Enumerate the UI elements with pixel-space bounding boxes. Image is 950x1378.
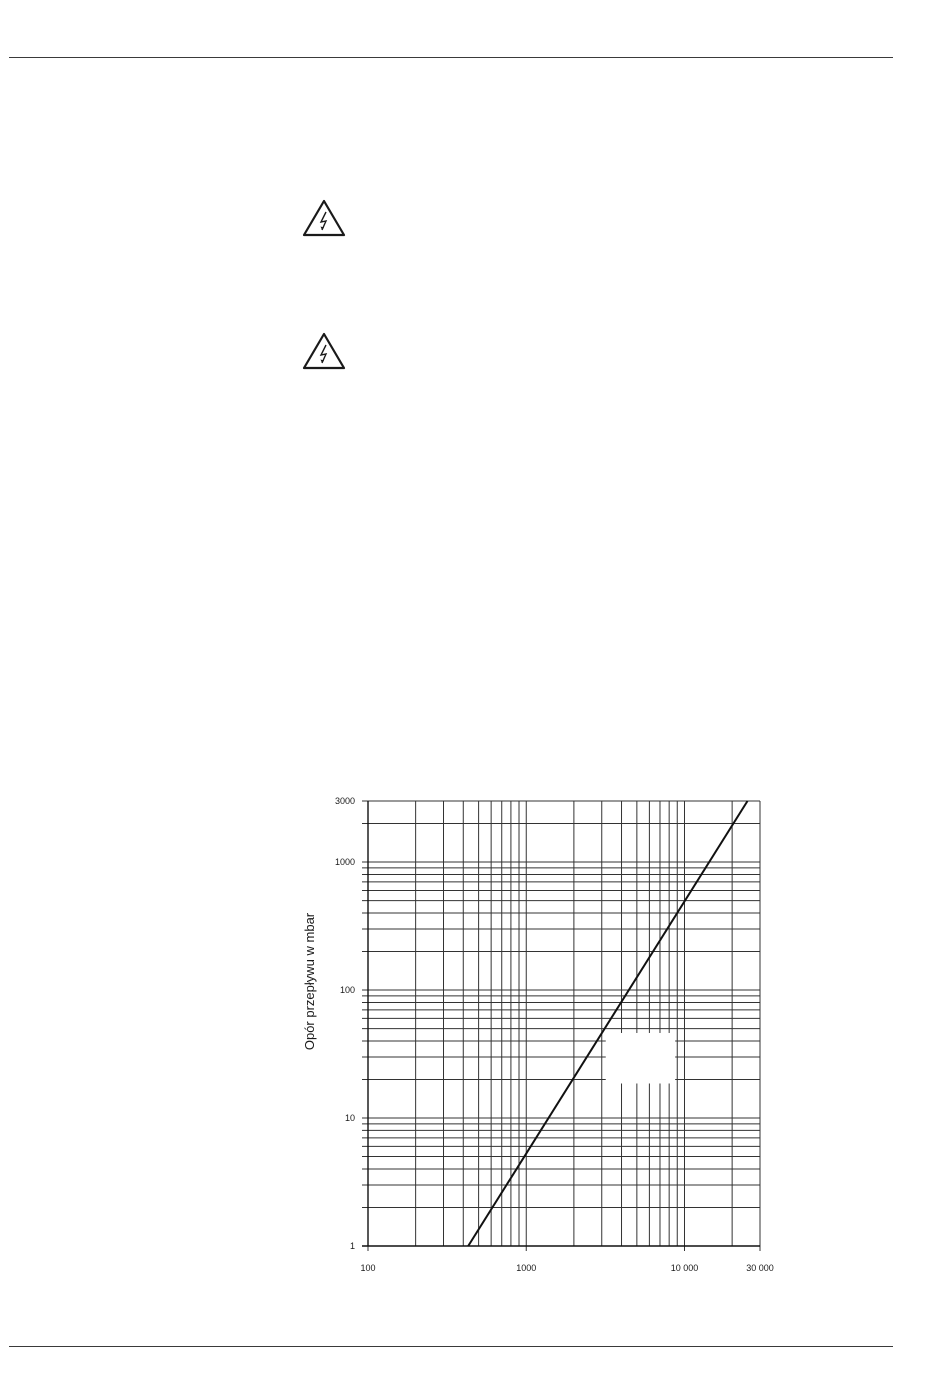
footer-rule <box>9 1346 893 1347</box>
y-tick-label: 1 <box>349 1241 355 1251</box>
electric-shock-warning-icon <box>302 199 346 237</box>
chart-grid <box>362 801 760 1251</box>
electric-shock-warning-icon <box>302 332 346 370</box>
y-tick-label: 100 <box>339 985 355 996</box>
x-tick-label: 100 <box>360 1263 376 1273</box>
blank-label-box <box>606 1033 675 1084</box>
x-tick-labels <box>360 1263 773 1273</box>
flow-resistance-chart <box>290 780 790 1290</box>
y-tick-label: 1000 <box>334 857 355 868</box>
y-tick-label: 10 <box>344 1113 355 1124</box>
x-tick-label: 1000 <box>516 1263 537 1273</box>
y-tick-label: 3000 <box>334 796 355 806</box>
y-tick-labels <box>335 796 355 1251</box>
y-axis-label: Opór przepływu w mbar <box>302 912 317 1051</box>
x-tick-label: 30 000 <box>746 1263 774 1273</box>
header-rule <box>9 57 893 58</box>
x-tick-label: 10 000 <box>670 1263 699 1273</box>
